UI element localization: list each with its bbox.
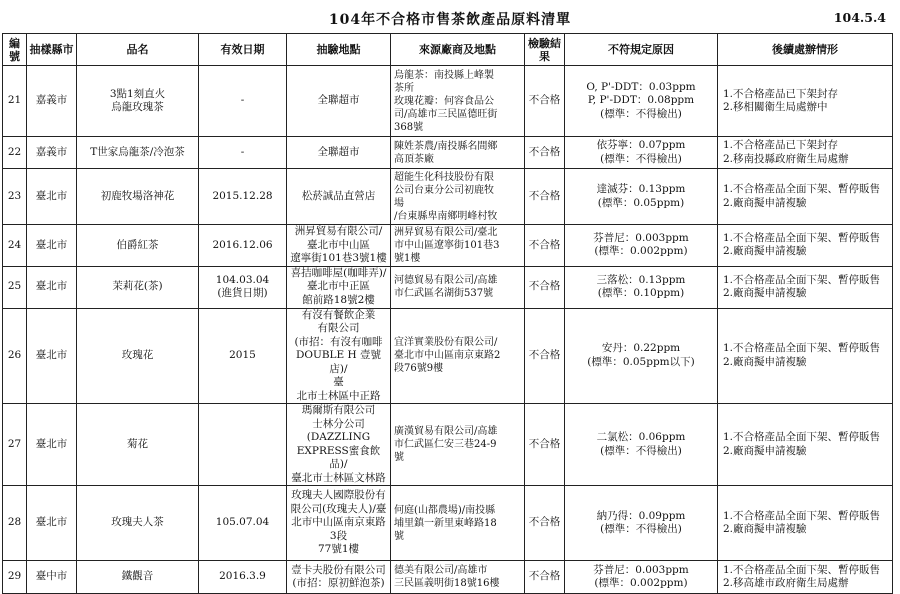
sampling-location-line: 士林分公司	[312, 417, 365, 430]
followup-action-cell	[718, 486, 893, 561]
noncompliance-reason-line: 安丹：0.22ppm	[601, 342, 681, 355]
table-row	[3, 266, 893, 308]
sampling-location-line: (DAZZLING	[306, 431, 371, 443]
sampling-city-cell: 臺北市	[27, 404, 77, 486]
expiry-date-line: 2015	[229, 349, 256, 361]
expiry-date-line: 104.03.04	[215, 273, 270, 286]
noncompliance-reason-cell	[565, 561, 718, 594]
followup-action-cell	[718, 266, 893, 308]
sampling-city-cell: 臺北市	[27, 266, 77, 308]
source-vendor-line: 號1樓	[394, 252, 421, 264]
noncompliance-reason-line: (標準：0.10ppm)	[597, 287, 685, 299]
table-header-row	[3, 34, 893, 66]
expiry-date-line: -	[240, 145, 245, 158]
source-vendor-line: 高頂茶廠	[394, 153, 434, 165]
sampling-location-line: 喜拮咖啡屋(咖啡弄)/	[290, 266, 387, 279]
source-vendor-line: 廣漢貿易有限公司/高雄	[394, 426, 498, 437]
col-header-result: 檢驗結果	[525, 34, 565, 66]
sampling-location-line: 北市士林區中正路	[296, 389, 381, 402]
source-vendor-line: 洲昇貿易有限公司/臺北	[394, 226, 498, 238]
row-number-cell: 21	[3, 66, 27, 137]
source-vendor-cell	[391, 404, 525, 486]
noncompliance-reason-line: 三落松：0.13ppm	[596, 273, 686, 286]
table-row	[3, 66, 893, 137]
sampling-location-line: (市招：有沒有咖啡	[294, 335, 383, 348]
source-vendor-line: 市仁武區名湖街537號	[394, 288, 494, 299]
test-result-cell: 不合格	[525, 404, 565, 486]
source-vendor-line: 超能生化科技股份有限	[394, 171, 494, 183]
followup-action-cell	[718, 225, 893, 267]
product-name-line: 3點1刻直火	[109, 87, 166, 100]
followup-action-line: 2.廠商擬申請複驗	[723, 245, 807, 258]
expiry-date-line: 105.07.04	[215, 516, 270, 529]
row-number-cell: 22	[3, 137, 27, 169]
noncompliance-reason-cell	[565, 66, 718, 137]
noncompliance-reason-cell	[565, 266, 718, 308]
expiry-date-cell	[199, 486, 287, 561]
test-result-cell: 不合格	[525, 137, 565, 169]
test-result-cell: 不合格	[525, 266, 565, 308]
source-vendor-line: 號	[394, 452, 404, 463]
sampling-location-line: 全聯超市	[317, 94, 360, 107]
row-number-cell: 27	[3, 404, 27, 486]
row-number-cell: 25	[3, 266, 27, 308]
expiry-date-line: 2015.12.28	[212, 189, 273, 202]
product-name-line: 玫瑰花	[121, 349, 154, 361]
row-number-cell: 28	[3, 486, 27, 561]
source-vendor-line: 司/高雄市三民區德旺街	[394, 108, 498, 120]
sampling-location-line: 臺北市中正區	[307, 280, 370, 293]
noncompliance-reason-cell	[565, 225, 718, 267]
sampling-location-cell	[287, 66, 391, 137]
followup-action-line: 2.移高雄市政府衛生局處辦	[723, 577, 849, 589]
followup-action-line: 1.不合格產品全面下架、暫停販售	[723, 342, 881, 355]
noncompliance-reason-line: 二氯松：0.06ppm	[596, 431, 686, 443]
source-vendor-line: 陳姓茶農/南投縣名間鄉	[394, 140, 498, 152]
test-result-cell: 不合格	[525, 169, 565, 225]
product-name-cell	[77, 404, 199, 486]
sampling-location-line: 限公司(玫瑰夫人)/臺	[290, 502, 387, 515]
followup-action-line: 2.廠商擬申請複驗	[723, 355, 807, 368]
product-name-cell	[77, 486, 199, 561]
table-row	[3, 225, 893, 267]
source-vendor-cell	[391, 486, 525, 561]
col-header-followup: 後續處辦情形	[718, 34, 893, 66]
source-vendor-line: 368號	[394, 121, 424, 133]
sampling-city-cell: 嘉義市	[27, 137, 77, 169]
expiry-date-line: 2016.3.9	[219, 570, 266, 583]
sampling-location-line: 松菸誠品直營店	[301, 189, 376, 202]
source-vendor-line: 宜洋實業股份有限公司/	[394, 337, 498, 349]
followup-action-cell	[718, 308, 893, 404]
followup-action-line: 2.移相關衛生局處辦中	[723, 101, 828, 113]
followup-action-cell	[718, 169, 893, 225]
expiry-date-cell	[199, 225, 287, 267]
sampling-city-cell: 臺北市	[27, 225, 77, 267]
sampling-location-line: 全聯超市	[317, 145, 360, 158]
sampling-location-line: 瑪爾斯有限公司	[301, 404, 376, 416]
product-name-cell	[77, 169, 199, 225]
source-vendor-line: 德美有限公司/高雄市	[394, 565, 488, 576]
sampling-location-line: 北市中山區南京東路	[291, 516, 386, 529]
sampling-location-line: (市招：原初鮮泡茶)	[292, 577, 385, 589]
sampling-location-line: 洲昇貿易有限公司/	[294, 225, 383, 237]
followup-action-cell	[718, 66, 893, 137]
sampling-location-line: 玫瑰夫人國際股份有	[291, 489, 386, 502]
noncompliance-reason-line: (標準：0.05ppm)	[597, 196, 685, 209]
followup-action-line: 1.不合格產品全面下架、暫停販售	[723, 231, 881, 244]
followup-action-line: 1.不合格產品全面下架、暫停販售	[723, 273, 881, 286]
sampling-city-cell: 臺北市	[27, 486, 77, 561]
expiry-date-cell	[199, 137, 287, 169]
product-name-cell	[77, 137, 199, 169]
source-vendor-line: 埔里鎮一新里東峰路18	[394, 517, 497, 529]
product-name-line: 玫瑰夫人茶	[111, 516, 164, 529]
sampling-location-cell	[287, 561, 391, 594]
sampling-location-cell	[287, 486, 391, 561]
table-row	[3, 561, 893, 594]
sampling-city-cell: 臺北市	[27, 308, 77, 404]
noncompliance-reason-line: 依芬寧：0.07ppm	[596, 139, 686, 151]
col-header-source: 來源廠商及地點	[391, 34, 525, 66]
source-vendor-cell	[391, 169, 525, 225]
product-name-line: 茉莉花(茶)	[112, 280, 163, 293]
col-header-location: 抽驗地點	[287, 34, 391, 66]
noncompliance-reason-line: (標準：不得檢出)	[600, 444, 682, 457]
expiry-date-cell	[199, 404, 287, 486]
expiry-date-line: 2016.12.06	[212, 238, 273, 251]
sampling-location-line: 有限公司	[317, 322, 360, 334]
col-header-no: 編號	[3, 34, 27, 66]
expiry-date-cell	[199, 561, 287, 594]
product-name-cell	[77, 225, 199, 267]
product-name-cell	[77, 308, 199, 404]
source-vendor-line: 河德貿易有限公司/高雄	[394, 275, 498, 286]
noncompliance-reason-line: 達滅芬：0.13ppm	[596, 183, 686, 195]
col-header-product: 品名	[77, 34, 199, 66]
test-result-cell: 不合格	[525, 308, 565, 404]
source-vendor-cell	[391, 225, 525, 267]
noncompliance-reason-cell	[565, 308, 718, 404]
test-result-cell: 不合格	[525, 225, 565, 267]
source-vendor-line: 茶所	[394, 82, 414, 94]
product-name-line: 鐵觀音	[121, 570, 154, 583]
expiry-date-cell	[199, 266, 287, 308]
followup-action-cell	[718, 137, 893, 169]
sampling-location-line: 臺北市中山區	[307, 238, 370, 251]
source-vendor-line: 三民區義明街18號16樓	[394, 578, 500, 589]
noncompliant-tea-table	[2, 33, 893, 594]
sampling-location-line: 臺	[333, 376, 344, 388]
sampling-location-line: 3段	[329, 529, 348, 542]
noncompliance-reason-line: 芬普尼：0.003ppm	[593, 563, 689, 576]
sampling-location-line: 77號1樓	[317, 543, 360, 556]
sampling-location-cell	[287, 225, 391, 267]
source-vendor-cell	[391, 561, 525, 594]
sampling-location-line: 壹卡夫股份有限公司	[291, 563, 386, 576]
followup-action-cell	[718, 561, 893, 594]
row-number-cell: 24	[3, 225, 27, 267]
source-vendor-line: 臺北市中山區南京東路2	[394, 350, 501, 362]
sampling-location-line: 館前路18號2樓	[302, 293, 375, 306]
sampling-location-cell	[287, 308, 391, 404]
table-body	[3, 66, 893, 594]
noncompliance-reason-line: (標準：0.002ppm)	[594, 577, 688, 589]
sampling-location-line: EXPRESS蜜食飲品)/	[296, 444, 381, 470]
followup-action-cell	[718, 404, 893, 486]
expiry-date-cell	[199, 308, 287, 404]
source-vendor-cell	[391, 308, 525, 404]
sampling-location-cell	[287, 266, 391, 308]
sampling-location-line: 遼寧街101巷3號1樓	[290, 252, 387, 264]
expiry-date-cell	[199, 66, 287, 137]
noncompliance-reason-line: (標準：不得檢出)	[600, 523, 682, 535]
noncompliance-reason-cell	[565, 169, 718, 225]
followup-action-line: 1.不合格產品全面下架、暫停販售	[723, 183, 881, 195]
sampling-location-cell	[287, 169, 391, 225]
product-name-cell	[77, 66, 199, 137]
followup-action-line: 1.不合格產品全面下架、暫停販售	[723, 431, 881, 443]
followup-action-line: 2.廠商擬申請複驗	[723, 523, 807, 535]
expiry-date-line: -	[240, 94, 245, 107]
document-date: 104.5.4	[833, 10, 886, 25]
test-result-cell: 不合格	[525, 66, 565, 137]
followup-action-line: 1.不合格產品全面下架、暫停販售	[723, 563, 881, 576]
source-vendor-cell	[391, 66, 525, 137]
followup-action-line: 2.廠商擬申請複驗	[723, 444, 807, 457]
col-header-city: 抽樣縣市	[27, 34, 77, 66]
col-header-reason: 不符規定原因	[565, 34, 718, 66]
sampling-location-cell	[287, 404, 391, 486]
table-row	[3, 404, 893, 486]
sampling-location-cell	[287, 137, 391, 169]
page-header	[0, 0, 900, 34]
row-number-cell: 29	[3, 561, 27, 594]
noncompliance-reason-line: (標準：不得檢出)	[600, 107, 682, 120]
test-result-cell: 不合格	[525, 486, 565, 561]
source-vendor-line: 市中山區遼寧街101巷3	[394, 239, 500, 251]
product-name-line: 烏龍玫瑰茶	[111, 101, 164, 113]
noncompliance-reason-line: P, P'-DDT：0.08ppm	[587, 94, 695, 107]
table-row	[3, 137, 893, 169]
table-row	[3, 169, 893, 225]
noncompliance-reason-line: (標準：0.05ppm以下)	[587, 355, 695, 368]
sampling-location-line: 臺北市士林區文林路	[291, 471, 386, 484]
expiry-date-cell	[199, 169, 287, 225]
sampling-city-cell: 臺中市	[27, 561, 77, 594]
sampling-location-line: DOUBLE H 壹號店)/	[295, 349, 382, 375]
product-name-line: 伯爵紅茶	[116, 238, 159, 251]
noncompliance-reason-cell	[565, 137, 718, 169]
noncompliance-reason-cell	[565, 486, 718, 561]
noncompliance-reason-line: O, P'-DDT：0.03ppm	[586, 80, 696, 93]
followup-action-line: 2.廠商擬申請複驗	[723, 196, 807, 209]
noncompliance-reason-cell	[565, 404, 718, 486]
product-name-line: 菊花	[127, 437, 148, 450]
table-row	[3, 308, 893, 404]
expiry-date-line: (進貨日期)	[217, 287, 268, 299]
row-number-cell: 23	[3, 169, 27, 225]
source-vendor-line: 場	[394, 197, 404, 209]
followup-action-line: 2.廠商擬申請複驗	[723, 287, 807, 299]
sampling-city-cell: 嘉義市	[27, 66, 77, 137]
test-result-cell: 不合格	[525, 561, 565, 594]
sampling-city-cell: 臺北市	[27, 169, 77, 225]
followup-action-line: 2.移南投縣政府衛生局處辦	[723, 152, 849, 165]
sampling-location-line: 有沒有餐飲企業	[301, 308, 376, 321]
followup-action-line: 1.不合格產品已下架封存	[723, 139, 839, 151]
product-name-line: 初鹿牧場洛神花	[100, 189, 175, 202]
source-vendor-line: /台東縣卑南鄉明峰村牧	[394, 210, 498, 222]
page-title: 104年不合格市售茶飲產品原料清單	[328, 12, 572, 28]
noncompliance-reason-line: (標準：不得檢出)	[600, 152, 682, 165]
col-header-expiry: 有效日期	[199, 34, 287, 66]
source-vendor-line: 段76號9樓	[394, 363, 444, 375]
table-row	[3, 486, 893, 561]
source-vendor-line: 烏龍茶：南投縣上峰製	[394, 69, 494, 81]
noncompliance-reason-line: 芬普尼：0.003ppm	[593, 231, 689, 244]
source-vendor-cell	[391, 137, 525, 169]
product-name-line: T世家烏龍茶/冷泡茶	[90, 145, 185, 158]
row-number-cell: 26	[3, 308, 27, 404]
source-vendor-line: 號	[394, 530, 404, 542]
product-name-cell	[77, 266, 199, 308]
source-vendor-line: 何庭(山都農場)/南投縣	[394, 504, 496, 516]
followup-action-line: 1.不合格產品全面下架、暫停販售	[723, 509, 881, 522]
source-vendor-line: 公司台東分公司初鹿牧	[394, 184, 494, 196]
source-vendor-cell	[391, 266, 525, 308]
noncompliance-reason-line: 納乃得：0.09ppm	[596, 509, 686, 522]
product-name-cell	[77, 561, 199, 594]
source-vendor-line: 市仁武區仁安三巷24-9	[394, 439, 497, 450]
source-vendor-line: 玫瑰花瓣：何容食品公	[394, 95, 494, 107]
noncompliance-reason-line: (標準：0.002ppm)	[594, 245, 688, 258]
followup-action-line: 1.不合格產品已下架封存	[723, 87, 839, 100]
